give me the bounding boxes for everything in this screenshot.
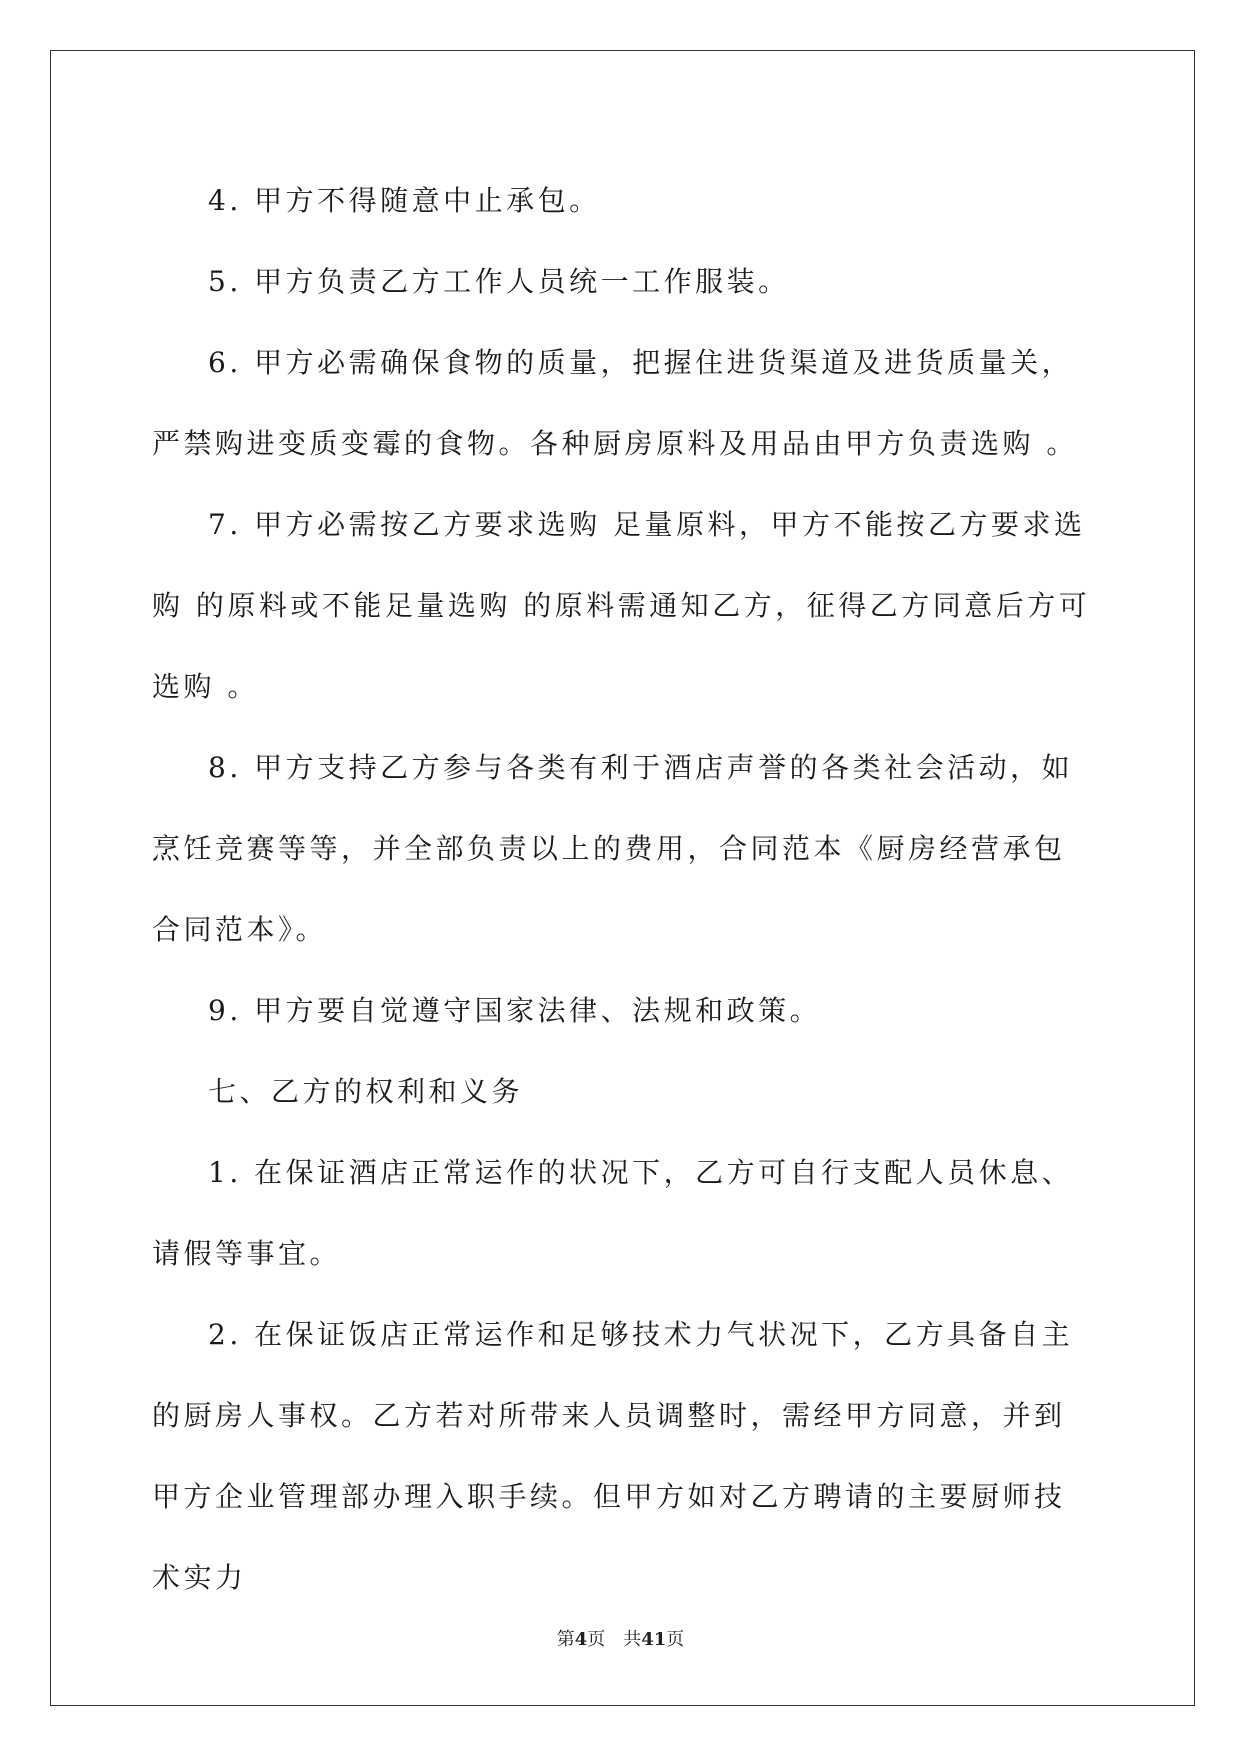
page-footer [0, 1625, 1241, 1651]
footer-prefix: 第 [556, 1629, 575, 1650]
section-heading: 七、乙方的权利和义务 [208, 1075, 524, 1108]
paragraph: 6. 甲方必需确保食物的质量，把握住进货渠道及进货质量关，严禁购进变质变霉的食物。各种厨房原料及用品由甲方负责选购 。 [152, 346, 1078, 460]
paragraph: 4. 甲方不得随意中止承包。 [208, 184, 601, 217]
paragraph: 1. 在保证酒店正常运作的状况下，乙方可自行支配人员休息、请假等事宜。 [152, 1156, 1074, 1270]
footer-total-prefix: 共 [623, 1629, 642, 1650]
paragraph: 7. 甲方必需按乙方要求选购 足量原料，甲方不能按乙方要求选购 的原料或不能足量选购 的原料需通知乙方，征得乙方同意后方可选购 。 [152, 508, 1091, 703]
footer-page-suffix: 页 [587, 1629, 606, 1650]
paragraph: 2. 在保证饭店正常运作和足够技术力气状况下，乙方具备自主的厨房人事权。乙方若对所带来人员调整时，需经甲方同意，并到甲方企业管理部办理入职手续。但甲方如对乙方聘请的主要厨师技术实力 [152, 1318, 1074, 1594]
footer-total-suffix: 页 [666, 1629, 685, 1650]
paragraph: 5. 甲方负责乙方工作人员统一工作服装。 [208, 265, 790, 298]
paragraph: 9. 甲方要自觉遵守国家法律、法规和政策。 [208, 994, 822, 1027]
paragraph: 8. 甲方支持乙方参与各类有利于酒店声誉的各类社会活动，如烹饪竞赛等等，并全部负责以上的费用，合同范本《厨房经营承包合同范本》。 [152, 751, 1074, 946]
document-body [152, 160, 1092, 1618]
total-page-count: 41 [641, 1629, 667, 1650]
current-page-number: 4 [574, 1629, 588, 1650]
